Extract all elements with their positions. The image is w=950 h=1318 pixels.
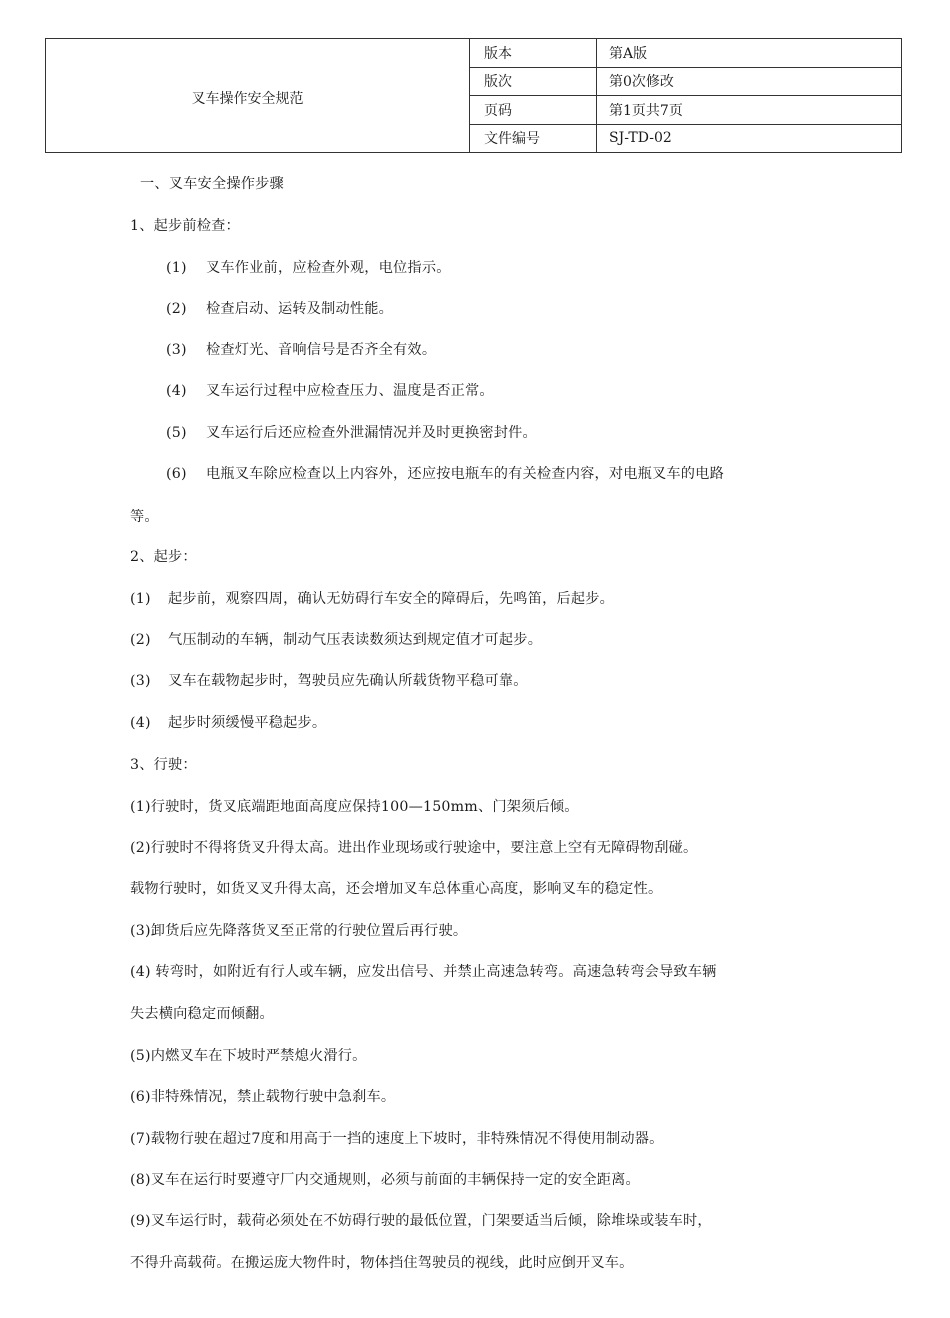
list-item-number: (2): [130, 632, 151, 648]
list-item: [166, 463, 724, 483]
paragraph-line: (6)非特殊情况，禁止载物行驶中急刹车。: [130, 1089, 396, 1105]
list-item-text: 叉车运行后还应检查外泄漏情况并及时更换密封件。: [206, 425, 537, 441]
list-item-number: (6): [166, 466, 187, 482]
document-title-cell: [46, 39, 470, 153]
list-item: [166, 422, 537, 442]
list-item-number: (4): [166, 383, 187, 399]
header-label-page: 页码: [470, 96, 597, 125]
document-header-table: [45, 38, 902, 153]
header-value-version: 第A版: [597, 39, 902, 68]
header-value-doc-number: SJ-TD-02: [597, 124, 902, 153]
paragraph-line: (1)行驶时，货叉底端距地面高度应保持100—150mm、门架须后倾。: [130, 799, 579, 815]
paragraph-line: (2)行驶时不得将货叉升得太高。进出作业现场或行驶途中，要注意上空有无障碍物刮碰。: [130, 840, 698, 856]
list-item: [130, 670, 528, 690]
paragraph-line: 失去横向稳定而倾翻。: [130, 1006, 274, 1022]
paragraph-line: 载物行驶时，如货叉叉升得太高，还会增加叉车总体重心高度，影响叉车的稳定性。: [130, 881, 663, 897]
list-item-text: 气压制动的车辆，制动气压表读数须达到规定值才可起步。: [168, 632, 543, 648]
header-label-version: 版本: [470, 39, 597, 68]
list-item: [166, 339, 436, 359]
list-item-text: 检查启动、运转及制动性能。: [206, 301, 394, 317]
heading-pre-start-check: 1、起步前检查：: [130, 218, 240, 234]
list-item-number: (3): [166, 342, 187, 358]
heading-driving: 3、行驶：: [130, 757, 197, 773]
list-item-number: (4): [130, 715, 151, 731]
list-item-text: 叉车作业前，应检查外观，电位指示。: [206, 260, 451, 276]
header-value-revision: 第0次修改: [597, 67, 902, 96]
paragraph-line: (9)叉车运行时，载荷必须处在不妨碍行驶的最低位置，门架要适当后倾，除堆垛或装车时，: [130, 1213, 712, 1229]
list-item: [130, 629, 542, 649]
list-item-text: 叉车在载物起步时，驾驶员应先确认所载货物平稳可靠。: [168, 673, 528, 689]
paragraph-line: (5)内燃叉车在下坡时严禁熄火滑行。: [130, 1048, 367, 1064]
list-item: [166, 257, 451, 277]
header-label-doc-number: 文件编号: [470, 124, 597, 153]
list-item-text: 电瓶叉车除应检查以上内容外，还应按电瓶车的有关检查内容，对电瓶叉车的电路: [206, 466, 724, 482]
paragraph-line: (3)卸货后应先降落货叉至正常的行驶位置后再行驶。: [130, 923, 468, 939]
heading-start: 2、起步：: [130, 549, 197, 565]
list-item-text: 起步时须缓慢平稳起步。: [168, 715, 327, 731]
paragraph-line: 不得升高载荷。在搬运庞大物件时，物体挡住驾驶员的视线，此时应倒开叉车。: [130, 1255, 634, 1271]
header-value-page: 第1页共7页: [597, 96, 902, 125]
list-item: [166, 298, 393, 318]
list-item-number: (2): [166, 301, 187, 317]
paragraph-line: (4) 转弯时，如附近有行人或车辆，应发出信号、并禁止高速急转弯。高速急转弯会导致车辆: [130, 964, 717, 980]
list-item-number: (3): [130, 673, 151, 689]
section-title: 一、叉车安全操作步骤: [140, 176, 284, 192]
list-item-number: (5): [166, 425, 187, 441]
list-item-text: 检查灯光、音响信号是否齐全有效。: [206, 342, 437, 358]
list-item-number: (1): [130, 591, 151, 607]
list-item-number: (1): [166, 260, 187, 276]
document-title: 叉车操作安全规范: [191, 90, 304, 107]
list-item: [166, 380, 494, 400]
list-item: [130, 588, 614, 608]
header-label-revision: 版次: [470, 67, 597, 96]
list-item-continuation: 等。: [130, 509, 159, 525]
list-item: [130, 712, 326, 732]
paragraph-line: (8)叉车在运行时要遵守厂内交通规则，必须与前面的丰辆保持一定的安全距离。: [130, 1172, 640, 1188]
list-item-text: 叉车运行过程中应检查压力、温度是否正常。: [206, 383, 494, 399]
list-item-text: 起步前，观察四周，确认无妨碍行车安全的障碍后，先鸣笛，后起步。: [168, 591, 615, 607]
paragraph-line: (7)载物行驶在超过7度和用高于一挡的速度上下坡时，非特殊情况不得使用制动器。: [130, 1131, 664, 1147]
